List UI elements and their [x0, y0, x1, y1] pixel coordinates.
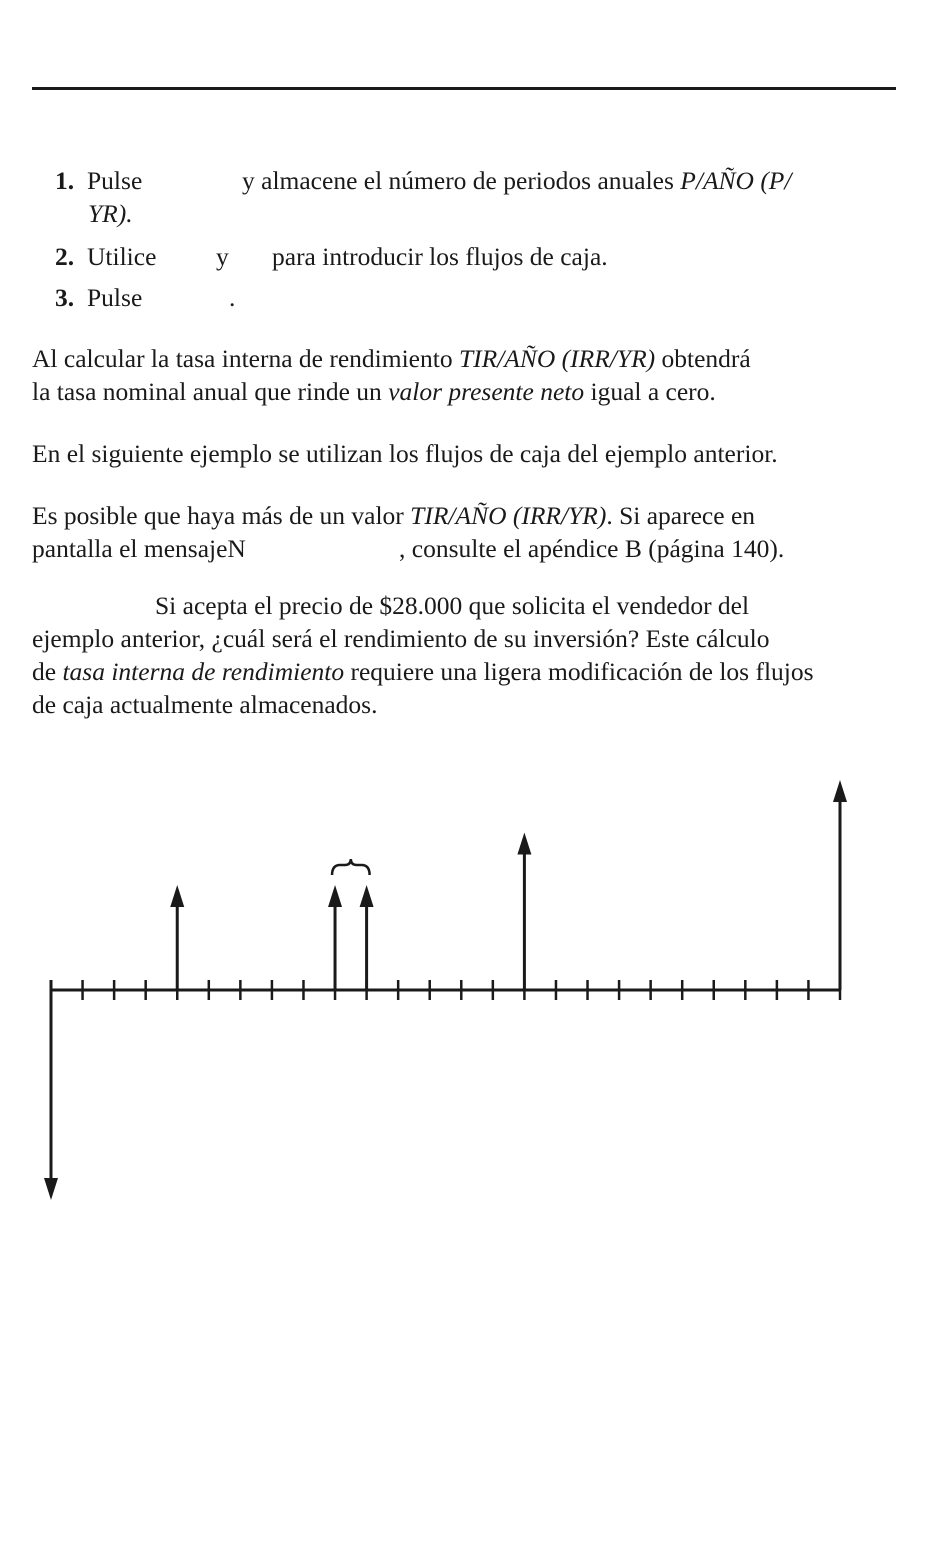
step-1-cont-italic: YR). [88, 199, 133, 228]
p1-d: la tasa nominal anual que rinde un [32, 377, 389, 406]
p4-l3c: requiere una ligera modificación de los flujos [344, 657, 814, 686]
paragraph-multiple-irr-line-2a: pantalla el mensajeN [32, 534, 246, 563]
p1-b: TIR/AÑO (IRR/YR) [458, 344, 656, 373]
step-number: 2. [55, 242, 75, 271]
p1-f: igual a cero. [584, 377, 716, 406]
step-verb: Utilice [87, 242, 157, 271]
step-1-rest-italic: P/AÑO (P/ [680, 166, 792, 195]
paragraph-example: En el siguiente ejemplo se utilizan los flujos de caja del ejemplo anterior. [32, 439, 778, 468]
p3-c: . Si aparece en [606, 501, 756, 530]
p4-l3b: tasa interna de rendimiento [62, 657, 345, 686]
inflow-arrow-head [170, 885, 184, 907]
p3-b: TIR/AÑO (IRR/YR) [410, 501, 607, 530]
paragraph-question-line-1: Si acepta el precio de $28.000 que solicita el vendedor del [155, 591, 750, 620]
inflow-arrow-head [517, 833, 531, 855]
outflow-arrow-head [44, 1178, 58, 1200]
paragraph-question-line-4: de caja actualmente almacenados. [32, 690, 378, 719]
step-2-rest: para introducir los flujos de caja. [272, 242, 608, 271]
step-number: 3. [55, 283, 75, 312]
step-number: 1. [55, 166, 75, 195]
p1-e: valor presente neto [388, 377, 585, 406]
p4-l3a: de [32, 657, 63, 686]
inflow-arrow-head [833, 780, 847, 802]
grouping-brace [332, 859, 370, 875]
step-verb: Pulse [87, 166, 143, 195]
step-1-rest: y almacene el número de periodos anuales [242, 166, 681, 195]
p3-a: Es posible que haya más de un valor [32, 501, 411, 530]
inflow-arrow-head [360, 885, 374, 907]
paragraph-multiple-irr-line-2b: , consulte el apéndice B (página 140). [399, 534, 785, 563]
step-verb: Pulse [87, 283, 143, 312]
inflow-arrow-head [328, 885, 342, 907]
step-3-rest: . [229, 283, 236, 312]
paragraph-question-line-2: ejemplo anterior, ¿cuál será el rendimiento de su inversión? Este cálculo [32, 624, 770, 653]
step-2-mid: y [216, 242, 229, 271]
p1-a: Al calcular la tasa interna de rendimiento [32, 344, 459, 373]
p1-c: obtendrá [655, 344, 751, 373]
